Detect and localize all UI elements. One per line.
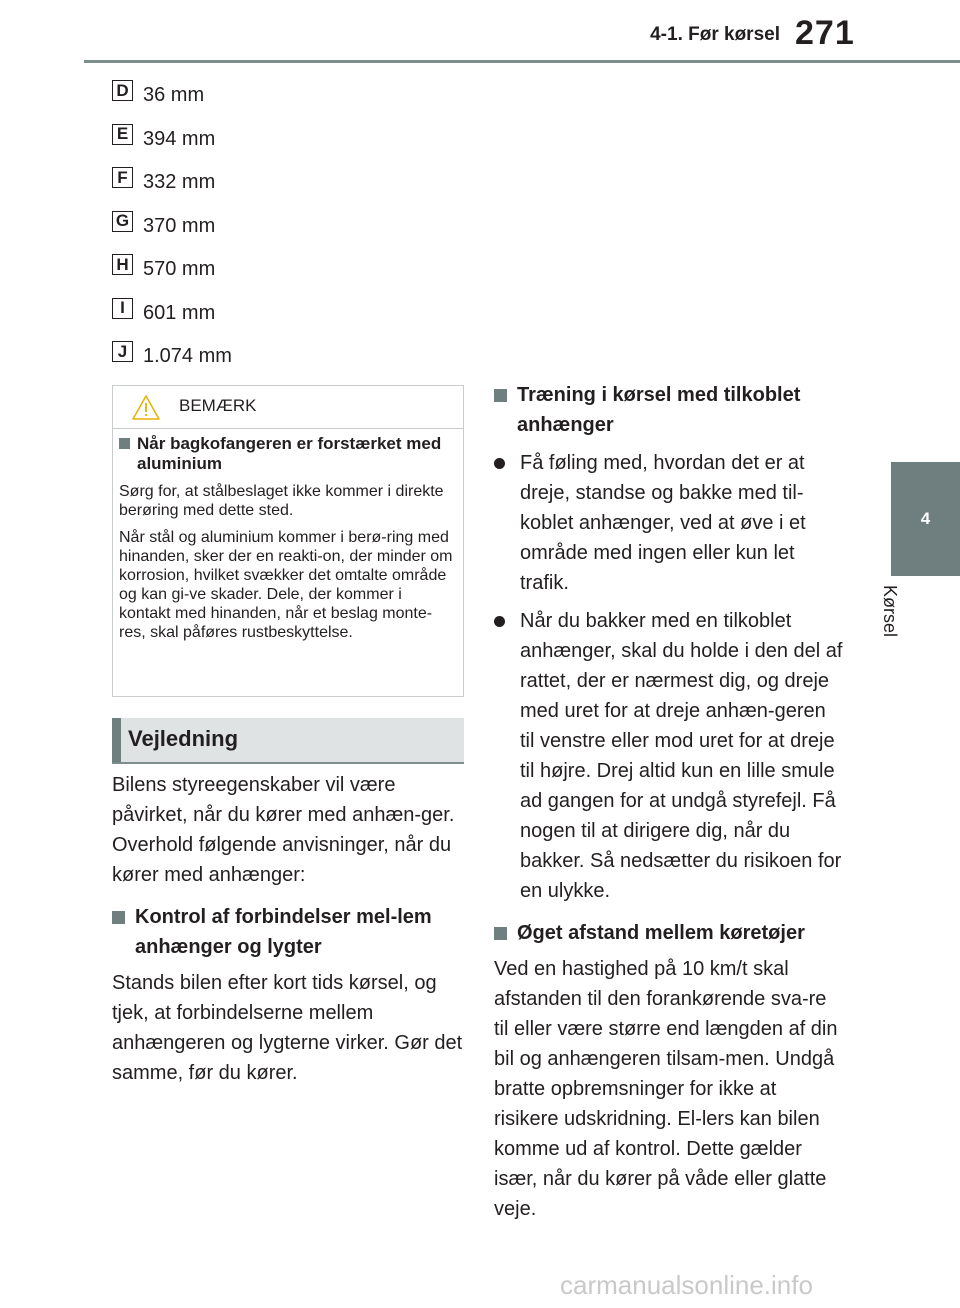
dimension-value: 570 mm bbox=[143, 258, 216, 280]
square-bullet-icon bbox=[494, 389, 507, 402]
subheading: Træning i kørsel med tilkoblet anhænger bbox=[494, 380, 844, 440]
dimension-value: 36 mm bbox=[143, 84, 205, 106]
watermark: carmanualsonline.info bbox=[560, 1270, 813, 1300]
dimension-value: 332 mm bbox=[143, 171, 216, 193]
bullet-item: Få føling med, hvordan det er at dreje, standse og bakke med til-koblet anhænger, ved at øve i et område med ingen eller kun let trafik. bbox=[494, 448, 844, 598]
dimension-list bbox=[112, 82, 412, 387]
bullet-dot-icon bbox=[494, 458, 505, 469]
subheading: Kontrol af forbindelser mel-lem anhænger og lygter bbox=[112, 902, 464, 962]
notice-subheading: Når bagkofangeren er forstærket med aluminium bbox=[119, 434, 455, 474]
right-column bbox=[494, 380, 844, 1224]
square-bullet-icon bbox=[112, 911, 125, 924]
notice-title: BEMÆRK bbox=[179, 396, 257, 415]
section-title: 4-1. Før kørsel bbox=[650, 24, 780, 45]
dimension-item bbox=[112, 126, 412, 170]
dimension-item bbox=[112, 343, 412, 387]
chapter-tab-number[interactable]: 4 bbox=[891, 462, 960, 576]
heading-bar bbox=[112, 718, 121, 762]
dimension-item bbox=[112, 300, 412, 344]
guide-title: Vejledning bbox=[128, 726, 239, 751]
bullet-dot-icon bbox=[494, 616, 505, 627]
dimension-item bbox=[112, 82, 412, 126]
header-rule bbox=[84, 60, 960, 63]
notice-paragraph: Sørg for, at stålbeslaget ikke kommer i direkte berøring med dette sted. bbox=[119, 483, 444, 519]
dimension-key: D bbox=[112, 80, 133, 101]
guide-heading bbox=[112, 718, 464, 764]
square-bullet-icon bbox=[494, 927, 507, 940]
dimension-key: G bbox=[112, 211, 133, 232]
dimension-key: J bbox=[112, 341, 133, 362]
chapter-tab-label: Kørsel bbox=[880, 585, 900, 638]
dimension-value: 394 mm bbox=[143, 127, 216, 150]
dimension-value: 601 mm bbox=[143, 301, 216, 324]
dimension-key: I bbox=[112, 298, 133, 319]
dimension-item bbox=[112, 169, 412, 213]
notice-body bbox=[119, 432, 455, 642]
page-number: 271 bbox=[795, 14, 855, 52]
notice-paragraph: Når stål og aluminium kommer i berø-ring med hinanden, sker der en reakti-on, der minder om korrosion, hvilket svækker det omtalte område og kan gi-ve skader. Dele, der kommer i kontakt med hinanden, når et beslag monte-res, skal påføres rustbeskyttelse. bbox=[119, 529, 453, 641]
square-bullet-icon bbox=[119, 438, 130, 449]
dimension-key: F bbox=[112, 167, 133, 188]
left-column bbox=[112, 770, 464, 1088]
dimension-key: E bbox=[112, 124, 133, 145]
warning-icon bbox=[131, 394, 161, 421]
bullet-item: Når du bakker med en tilkoblet anhænger, skal du holde i den del af rattet, der er nærmest dig, og dreje med uret for at dreje anhæn-geren til venstre eller mod uret for at dreje til højre. Drej altid kun en lille smule ad gangen for at undgå styrefejl. Få nogen til at dirigere dig, når du bakker. Så nedsætter du risikoen for en ulykke. bbox=[494, 606, 844, 906]
dimension-value: 370 mm bbox=[143, 214, 216, 237]
paragraph: Stands bilen efter kort tids kørsel, og tjek, at forbindelserne mellem anhængeren og lygterne virker. Gør det samme, før du kører. bbox=[112, 972, 463, 1084]
dimension-item bbox=[112, 213, 412, 257]
subheading: Øget afstand mellem køretøjer bbox=[494, 918, 844, 948]
notice-header bbox=[113, 386, 463, 429]
dimension-item bbox=[112, 256, 412, 300]
paragraph: Ved en hastighed på 10 km/t skal afstanden til den forankørende sva-re til eller være større end længden af din bil og anhængeren tilsam-men. Undgå bratte opbremsninger for ikke at risikere udskridning. El-lers kan bilen komme ud af kontrol. Dette gælder især, når du kører på våde eller glatte veje. bbox=[494, 958, 838, 1220]
dimension-key: H bbox=[112, 254, 133, 275]
dimension-value: 1.074 mm bbox=[143, 345, 232, 367]
intro-paragraph: Bilens styreegenskaber vil være påvirket, når du kører med anhæn-ger. Overhold følgende anvisninger, når du kører med anhænger: bbox=[112, 774, 455, 886]
notice-box bbox=[112, 385, 464, 697]
